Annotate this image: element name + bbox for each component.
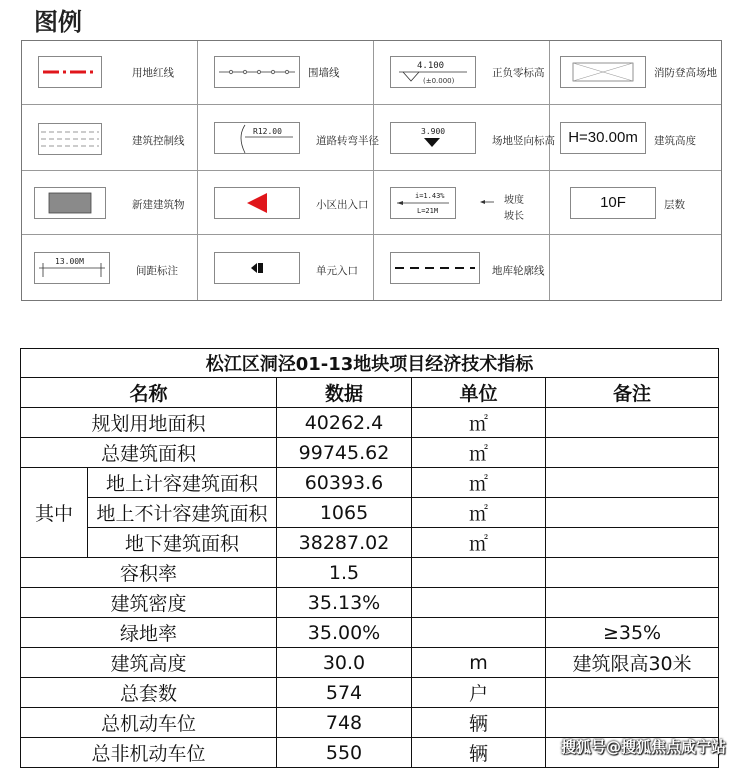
row-value: 35.13% [277,588,412,618]
row-value: 35.00% [277,618,412,648]
row-unit: 户 [412,678,546,708]
zero-elev-value: 4.100 [417,61,445,71]
legend-cell-spacing [22,235,198,300]
row-note: 建筑限高30米 [546,648,719,678]
legend-grid [21,40,722,301]
row-value: 550 [277,738,412,768]
row-unit [412,618,546,648]
legend-cell-zero-elev [374,41,550,105]
row-unit: ㎡ [412,408,546,438]
row-note [546,468,719,498]
table-row [21,708,719,738]
row-value: 60393.6 [277,468,412,498]
road-radius-label: 道路转弯半径 [316,135,379,147]
build-ctrl-label: 建筑控制线 [132,135,185,147]
floors-value: 10F [600,194,626,211]
row-unit: 辆 [412,738,546,768]
row-note [546,678,719,708]
floors-symbol [570,187,656,219]
basement-label: 地库轮廓线 [492,265,545,277]
build-ctrl-symbol [38,123,102,155]
row-unit [412,588,546,618]
row-note [546,588,719,618]
land-red-line-symbol [38,56,102,88]
row-name: 规划用地面积 [21,408,277,438]
entrance-symbol [214,187,300,219]
table-row [21,498,719,528]
indicator-table [20,348,719,768]
floors-label: 层数 [664,199,685,211]
table-row [21,648,719,678]
row-name: 绿地率 [21,618,277,648]
table-row [21,558,719,588]
slope-value2: L=21M [417,207,439,215]
row-name: 总非机动车位 [21,738,277,768]
legend-cell-new-bldg [22,171,198,235]
row-name: 总套数 [21,678,277,708]
bldg-height-value: H=30.00m [568,129,638,146]
fire-site-symbol [560,56,646,88]
legend-cell-bldg-height [550,105,721,171]
header-note: 备注 [546,378,719,408]
legend-title: 图例 [34,8,82,36]
legend-cell-basement [374,235,550,300]
unit-entry-label: 单元入口 [316,265,358,277]
table-row [21,678,719,708]
spacing-label: 间距标注 [136,265,178,277]
row-unit: ㎡ [412,498,546,528]
spacing-value: 13.00M [55,257,84,266]
legend-cell-site-elev [374,105,555,171]
row-note [546,528,719,558]
entrance-label: 小区出入口 [316,199,369,211]
legend-cell-wall-line [198,41,374,105]
row-unit: ㎡ [412,528,546,558]
row-value: 30.0 [277,648,412,678]
table-row [21,588,719,618]
table-title: 松江区洞泾01-13地块项目经济技术指标 [21,349,719,378]
new-bldg-label: 新建建筑物 [132,199,185,211]
legend-cell-slope [374,171,550,235]
row-note [546,438,719,468]
legend-cell-entrance [198,171,374,235]
row-name: 地上不计容建筑面积 [88,498,277,528]
site-elev-label: 场地竖向标高 [492,135,555,147]
slope-value1: i=1.43% [415,192,445,200]
row-unit [412,558,546,588]
site-elev-value: 3.900 [421,127,446,136]
row-unit: ㎡ [412,468,546,498]
legend-cell-floors [550,171,721,235]
row-unit: m [412,648,546,678]
table-row [21,408,719,438]
zero-elev-symbol [390,56,476,88]
row-value: 99745.62 [277,438,412,468]
row-value: 1.5 [277,558,412,588]
header-name: 名称 [21,378,277,408]
group-label: 其中 [21,468,88,558]
row-value: 574 [277,678,412,708]
unit-entry-symbol [214,252,300,284]
row-unit: ㎡ [412,438,546,468]
row-value: 38287.02 [277,528,412,558]
row-note: ≥35% [546,618,719,648]
row-name: 建筑高度 [21,648,277,678]
slope-label1: 坡度 [504,195,524,206]
legend-cell-fire-site [550,41,721,105]
slope-label2: 坡长 [504,211,524,222]
row-name: 地下建筑面积 [88,528,277,558]
row-unit: 辆 [412,708,546,738]
row-name: 总机动车位 [21,708,277,738]
watermark: 搜狐号@搜狐焦点咸宁站 [560,738,726,756]
table-row [21,438,719,468]
legend-cell-land-red-line [22,41,198,105]
row-name: 容积率 [21,558,277,588]
legend-cell-unit-entry [198,235,374,300]
bldg-height-symbol [560,122,646,154]
legend-cell-empty [550,235,721,300]
fire-site-label: 消防登高场地 [654,67,717,79]
wall-line-symbol [214,56,300,88]
road-radius-symbol [214,122,300,154]
site-elev-symbol [390,122,476,154]
wall-line-label: 围墙线 [308,67,340,79]
slope-symbol [390,187,456,219]
row-name: 建筑密度 [21,588,277,618]
row-note [546,708,719,738]
zero-elev-sub: (±0.000) [423,77,455,85]
row-value: 40262.4 [277,408,412,438]
legend-cell-road-radius [198,105,379,171]
table-row [21,528,719,558]
row-note [546,558,719,588]
row-note [546,498,719,528]
basement-symbol [390,252,480,284]
road-radius-value: R12.00 [253,127,282,136]
row-name: 地上计容建筑面积 [88,468,277,498]
row-name: 总建筑面积 [21,438,277,468]
zero-elev-label: 正负零标高 [492,67,545,79]
legend-cell-build-ctrl [22,105,198,171]
spacing-symbol [34,252,110,284]
row-value: 748 [277,708,412,738]
header-unit: 单位 [412,378,546,408]
table-row [21,618,719,648]
land-red-line-label: 用地红线 [132,67,174,79]
new-bldg-symbol [34,187,106,219]
table-row [21,468,719,498]
row-note [546,408,719,438]
header-value: 数据 [277,378,412,408]
row-value: 1065 [277,498,412,528]
bldg-height-label: 建筑高度 [654,135,696,147]
